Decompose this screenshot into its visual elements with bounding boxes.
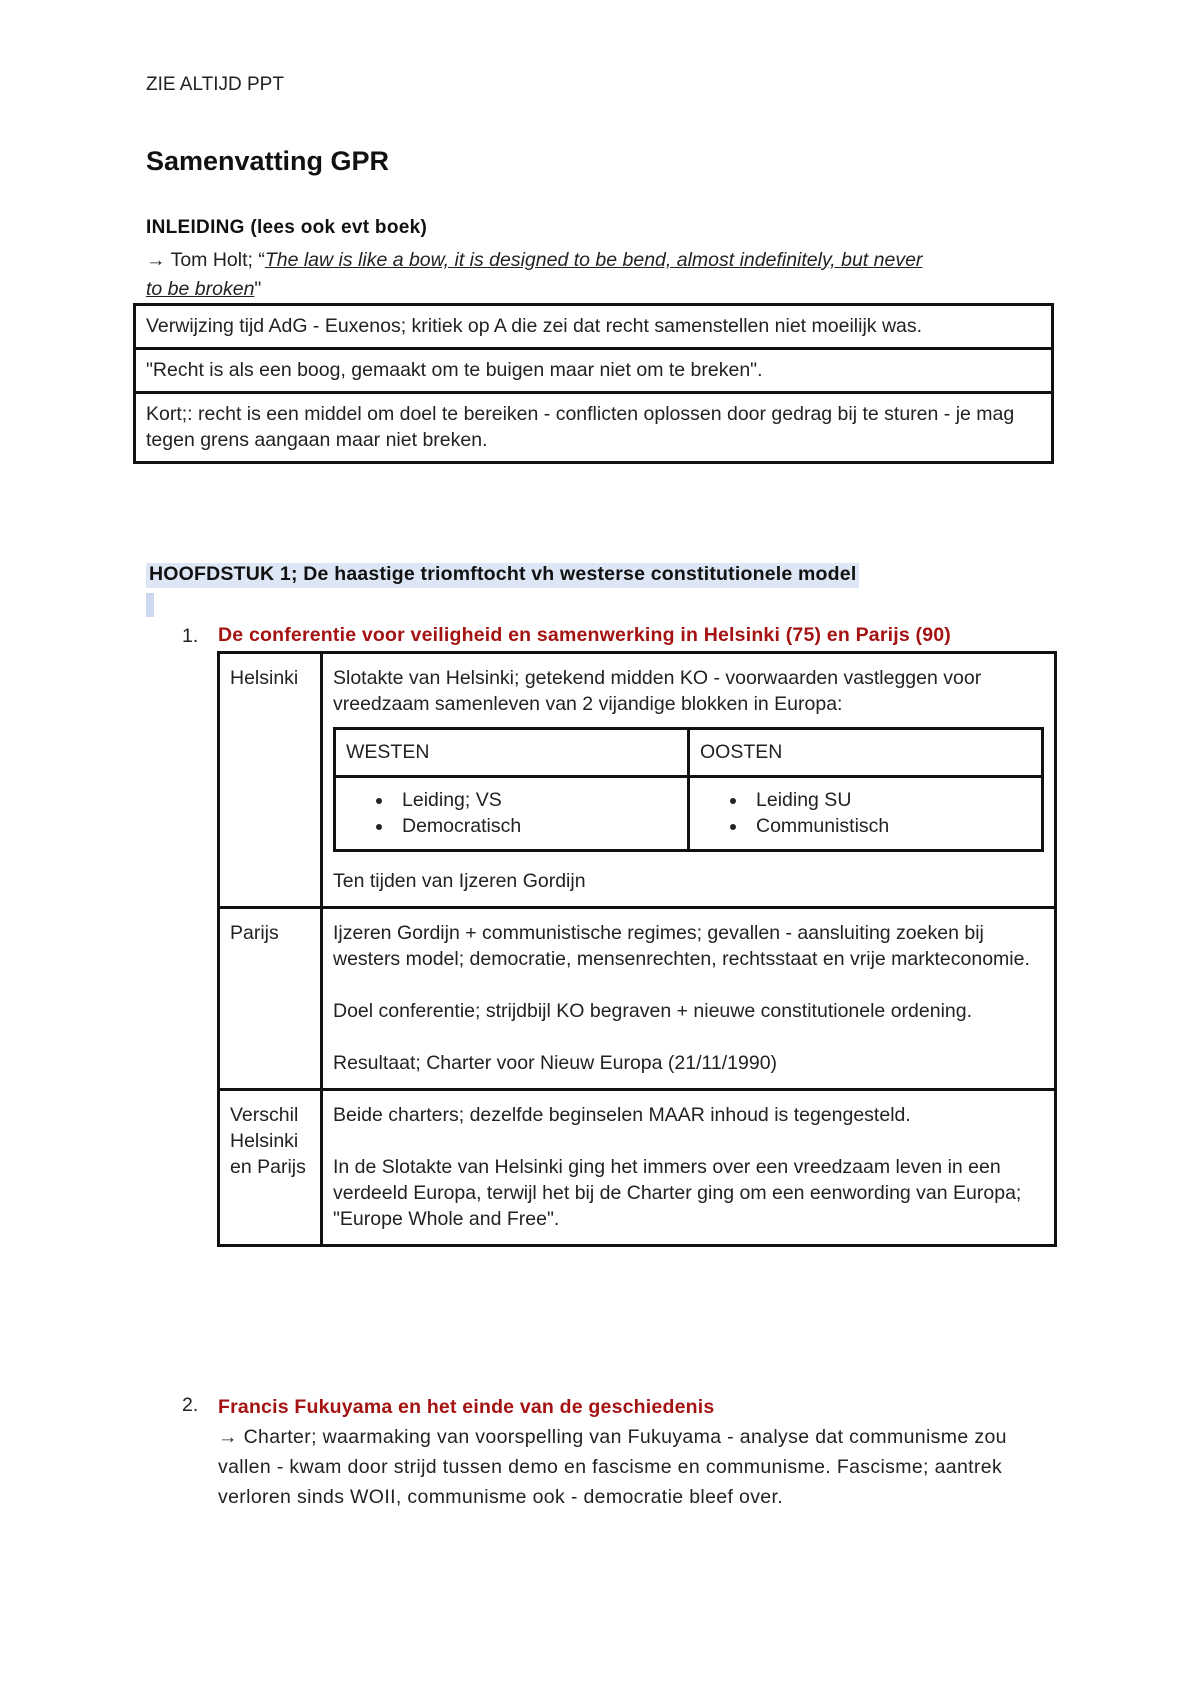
- parijs-paragraph: Resultaat; Charter voor Nieuw Europa (21/11/1990): [333, 1052, 778, 1074]
- conference-table: [217, 651, 1057, 1247]
- list-item: • Leiding; VS: [394, 787, 677, 813]
- chapter-heading: HOOFDSTUK 1; De haastige triomftocht vh westerse constitutionele model: [146, 563, 859, 588]
- row-content-verschil: [322, 1090, 1056, 1246]
- section-2: [218, 1392, 1058, 1512]
- table-row: [219, 1090, 1056, 1246]
- table-row: [135, 349, 1053, 393]
- quote-suffix: ": [254, 278, 262, 300]
- quote-prefix: → Tom Holt; “: [146, 249, 265, 271]
- list-item: • Democratisch: [394, 813, 677, 839]
- section-title: Francis Fukuyama en het einde van de geschiedenis: [218, 1396, 715, 1418]
- section-number: 2.: [182, 1394, 199, 1416]
- row-label-helsinki: Helsinki: [219, 653, 322, 908]
- west-list-cell: [335, 777, 689, 851]
- text-cursor-highlight: [146, 593, 154, 617]
- parijs-paragraph: Ijzeren Gordijn + communistische regimes; gevallen - aansluiting zoeken bij westers model; democratie, mensenrechten, rechtsstaat en vrije markteconomie.: [333, 922, 1030, 970]
- intro-table: [133, 303, 1054, 464]
- intro-quote: [146, 246, 1066, 304]
- document-title: Samenvatting GPR: [146, 146, 390, 176]
- row-label-parijs: Parijs: [219, 908, 322, 1090]
- east-header: OOSTEN: [689, 729, 1043, 777]
- list-item: • Communistisch: [748, 813, 1031, 839]
- table-row: [335, 777, 1043, 851]
- east-list: [700, 787, 1031, 839]
- intro-cell: "Recht is als een boog, gemaakt om te buigen maar niet om te breken".: [135, 349, 1053, 393]
- verschil-paragraph: Beide charters; dezelfde beginselen MAAR inhoud is tegengesteld.: [333, 1104, 911, 1126]
- helsinki-footer: Ten tijden van Ijzeren Gordijn: [333, 870, 586, 892]
- section-body: → Charter; waarmaking van voorspelling van Fukuyama - analyse dat communisme zou vallen - kwam door strijd tussen demo en fascisme en communisme. Fascisme; aantrek verloren sinds WOII, communisme ook - democratie bleef over.: [218, 1426, 1007, 1508]
- intro-cell: Verwijzing tijd AdG - Euxenos; kritiek op A die zei dat recht samenstellen niet moeilijk was.: [135, 305, 1053, 349]
- table-row: [135, 305, 1053, 349]
- top-note: ZIE ALTIJD PPT: [146, 74, 284, 95]
- intro-cell: Kort;: recht is een middel om doel te bereiken - conflicten oplossen door gedrag bij te sturen - je mag tegen grens aangaan maar niet breken.: [135, 393, 1053, 463]
- row-content-helsinki: [322, 653, 1056, 908]
- row-label-verschil: Verschil Helsinki en Parijs: [219, 1090, 322, 1246]
- section-number: 1.: [182, 625, 199, 647]
- table-row: [135, 393, 1053, 463]
- list-item: • Leiding SU: [748, 787, 1031, 813]
- table-row: [219, 908, 1056, 1090]
- west-header: WESTEN: [335, 729, 689, 777]
- quote-text-2: to be broken: [146, 278, 255, 300]
- east-list-cell: [689, 777, 1043, 851]
- table-row: [219, 653, 1056, 908]
- verschil-paragraph: In de Slotakte van Helsinki ging het immers over een vreedzaam leven in een verdeeld Europa, terwijl het bij de Charter ging om een eenwording van Europa; "Europe Whole and Free".: [333, 1156, 1022, 1230]
- west-list: [346, 787, 677, 839]
- section-title: De conferentie voor veiligheid en samenwerking in Helsinki (75) en Parijs (90): [218, 624, 951, 646]
- table-row: [335, 729, 1043, 777]
- intro-heading: INLEIDING (lees ook evt boek): [146, 217, 428, 238]
- helsinki-intro: Slotakte van Helsinki; getekend midden KO - voorwaarden vastleggen voor vreedzaam samenleven van 2 vijandige blokken in Europa:: [333, 667, 982, 715]
- row-content-parijs: [322, 908, 1056, 1090]
- quote-text-1: The law is like a bow, it is designed to be bend, almost indefinitely, but never: [264, 249, 923, 271]
- blocs-table: [333, 727, 1044, 852]
- parijs-paragraph: Doel conferentie; strijdbijl KO begraven + nieuwe constitutionele ordening.: [333, 1000, 973, 1022]
